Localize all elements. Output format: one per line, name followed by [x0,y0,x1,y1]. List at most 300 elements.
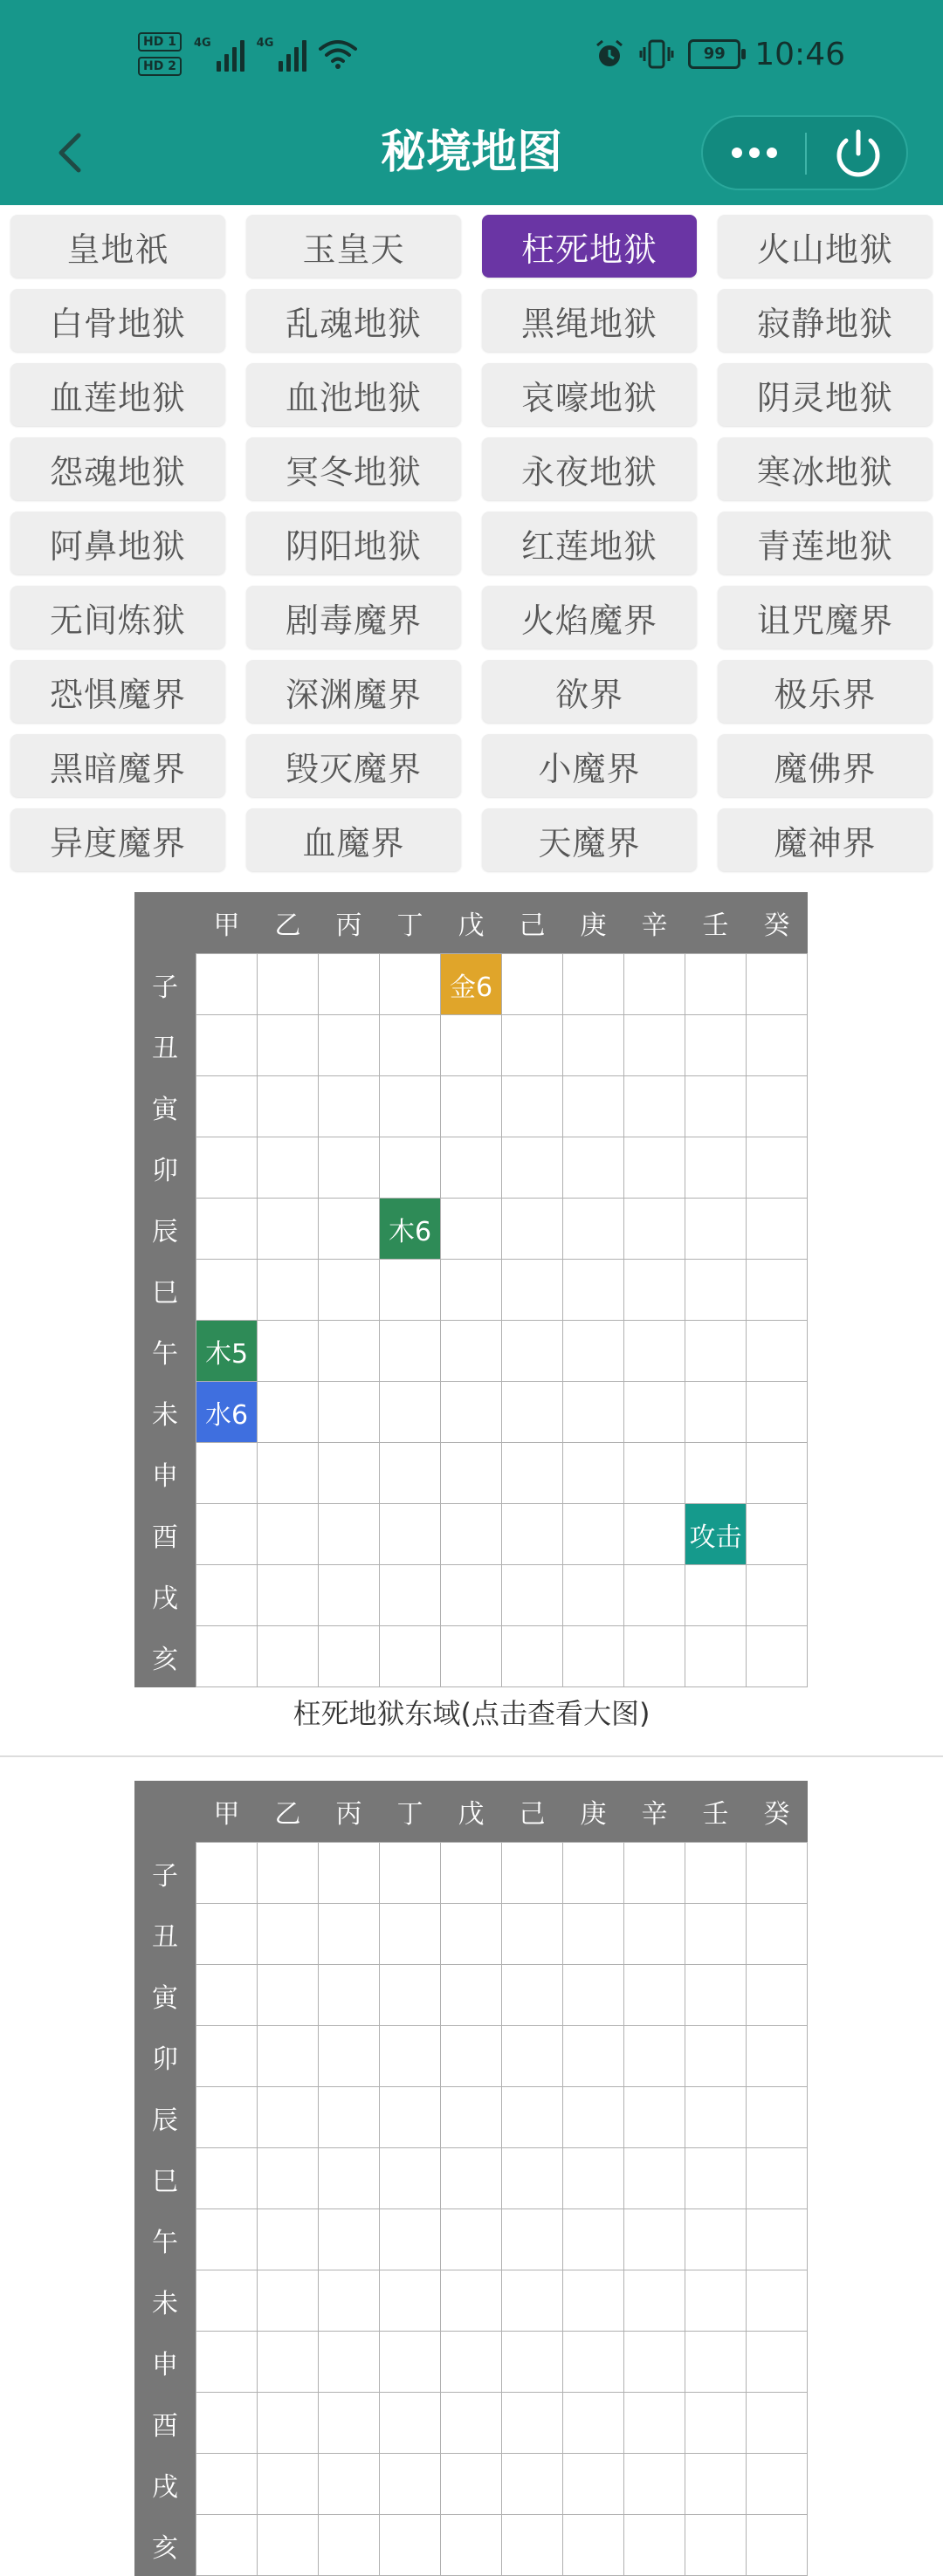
grid-cell[interactable] [196,954,258,1015]
grid-cell[interactable] [196,1904,258,1965]
grid-cell[interactable] [624,1015,685,1076]
grid-cell[interactable] [685,1321,747,1382]
grid-cell[interactable] [685,954,747,1015]
grid-cell[interactable] [196,2209,258,2270]
map-marker[interactable]: 木6 [380,1199,441,1260]
power-icon [807,117,910,189]
grid-cell[interactable] [502,2515,563,2576]
grid-cell[interactable] [624,2454,685,2515]
grid-cell[interactable] [380,1904,441,1965]
grid-cell[interactable] [624,1076,685,1137]
grid-cell[interactable] [502,1321,563,1382]
grid-cell[interactable] [380,2332,441,2393]
grid-cell[interactable] [685,1382,747,1443]
grid-cell[interactable] [685,1199,747,1260]
grid-cell[interactable] [685,1904,747,1965]
grid-cell[interactable] [258,2026,319,2087]
realm-button[interactable]: 皇地祇 [10,215,225,278]
column-header: 己 [502,892,563,954]
grid-cell[interactable] [196,1015,258,1076]
realm-button[interactable]: 无间炼狱 [10,586,225,649]
grid-cell[interactable] [319,1260,380,1321]
grid-cell[interactable] [747,954,808,1015]
grid-cell[interactable] [258,1843,319,1904]
grid-cell[interactable] [258,2393,319,2454]
grid-cell[interactable] [624,1565,685,1626]
grid-cell[interactable] [747,1904,808,1965]
row-header: 酉 [134,1504,196,1565]
column-header: 壬 [685,892,747,954]
grid-cell[interactable] [502,2087,563,2148]
realm-button[interactable]: 剧毒魔界 [246,586,461,649]
grid-cell[interactable] [624,1504,685,1565]
grid-cell[interactable] [258,1443,319,1504]
grid-cell[interactable] [258,2148,319,2209]
grid-cell[interactable] [258,1565,319,1626]
grid-cell[interactable] [319,2270,380,2332]
realm-button[interactable]: 恐惧魔界 [10,660,225,723]
column-header: 癸 [747,892,808,954]
grid-cell[interactable] [441,2393,502,2454]
grid-cell[interactable] [563,1260,624,1321]
realm-button[interactable]: 血莲地狱 [10,363,225,426]
grid-cell[interactable] [502,2026,563,2087]
grid-cell[interactable] [624,1260,685,1321]
grid-cell[interactable] [441,1199,502,1260]
grid-cell[interactable] [258,2209,319,2270]
realm-button[interactable]: 乱魂地狱 [246,289,461,352]
realm-button[interactable]: 深渊魔界 [246,660,461,723]
grid-cell[interactable] [441,2454,502,2515]
realm-map-grid[interactable] [134,892,808,1687]
grid-cell[interactable] [563,1565,624,1626]
grid-cell[interactable] [319,1443,380,1504]
grid-cell[interactable] [685,2332,747,2393]
grid-cell[interactable] [685,1137,747,1199]
realm-button[interactable]: 阴灵地狱 [718,363,933,426]
realm-button[interactable]: 永夜地狱 [482,437,697,500]
grid-cell[interactable] [685,2270,747,2332]
grid-cell[interactable] [258,1321,319,1382]
grid-cell[interactable] [441,2515,502,2576]
grid-cell[interactable] [258,2087,319,2148]
grid-cell[interactable] [563,1843,624,1904]
grid-cell[interactable] [624,1443,685,1504]
grid-cell[interactable] [502,2332,563,2393]
map-marker[interactable]: 金6 [441,954,502,1015]
grid-cell[interactable] [441,2087,502,2148]
grid-cell[interactable] [563,1626,624,1687]
grid-cell[interactable] [563,1443,624,1504]
grid-cell[interactable] [441,1904,502,1965]
realm-button[interactable]: 阿鼻地狱 [10,512,225,574]
grid-cell[interactable] [685,2026,747,2087]
realm-button[interactable]: 黑绳地狱 [482,289,697,352]
realm-button[interactable]: 枉死地狱 [482,215,697,278]
realm-button[interactable]: 火山地狱 [718,215,933,278]
grid-cell[interactable] [624,2148,685,2209]
grid-cell[interactable] [380,2270,441,2332]
grid-cell[interactable] [747,1565,808,1626]
grid-cell[interactable] [747,1076,808,1137]
realm-button[interactable]: 红莲地狱 [482,512,697,574]
grid-cell[interactable] [441,1443,502,1504]
grid-cell[interactable] [319,1965,380,2026]
grid-cell[interactable] [747,1015,808,1076]
map-marker[interactable]: 木5 [196,1321,258,1382]
grid-cell[interactable] [624,2087,685,2148]
grid-cell[interactable] [258,1199,319,1260]
grid-cell[interactable] [196,1137,258,1199]
grid-cell[interactable] [502,1076,563,1137]
grid-cell[interactable] [380,1260,441,1321]
grid-cell[interactable] [563,1965,624,2026]
realm-button[interactable]: 冥冬地狱 [246,437,461,500]
grid-cell[interactable] [258,2270,319,2332]
grid-cell[interactable] [319,2026,380,2087]
page-title: 秘境地图 [380,127,562,179]
sim2-badge: HD 2 [138,57,182,76]
grid-cell[interactable] [563,1076,624,1137]
realm-button[interactable]: 魔神界 [718,808,933,871]
grid-cell[interactable] [747,2209,808,2270]
grid-cell[interactable] [747,2270,808,2332]
grid-cell[interactable] [685,1565,747,1626]
grid-cell[interactable] [258,1260,319,1321]
grid-cell[interactable] [624,2515,685,2576]
grid-cell[interactable] [624,1626,685,1687]
grid-cell[interactable] [380,1076,441,1137]
grid-cell[interactable] [441,1965,502,2026]
grid-cell[interactable] [196,1965,258,2026]
grid-cell[interactable] [441,1260,502,1321]
grid-cell[interactable] [196,2270,258,2332]
close-button[interactable] [807,117,910,189]
grid-cell[interactable] [502,2393,563,2454]
realm-button[interactable]: 小魔界 [482,734,697,797]
grid-cell[interactable] [319,1843,380,1904]
grid-cell[interactable] [624,2270,685,2332]
grid-cell[interactable] [685,2209,747,2270]
grid-cell[interactable] [502,1843,563,1904]
grid-cell[interactable] [380,1321,441,1382]
realm-button[interactable]: 欲界 [482,660,697,723]
column-header: 壬 [685,1781,747,1843]
grid-cell[interactable] [196,1443,258,1504]
grid-cell[interactable] [441,2148,502,2209]
grid-cell[interactable] [502,1015,563,1076]
grid-cell[interactable] [563,1904,624,1965]
grid-cell[interactable] [502,1443,563,1504]
realm-button[interactable]: 极乐界 [718,660,933,723]
grid-cell[interactable] [502,1965,563,2026]
column-header: 己 [502,1781,563,1843]
grid-cell[interactable] [685,2393,747,2454]
realm-button[interactable]: 阴阳地狱 [246,512,461,574]
realm-button[interactable]: 哀嚎地狱 [482,363,697,426]
grid-cell[interactable] [319,2332,380,2393]
realm-button[interactable]: 寒冰地狱 [718,437,933,500]
realm-button[interactable]: 白骨地狱 [10,289,225,352]
map-caption[interactable]: 枉死地狱东域(点击查看大图) [293,1697,650,1730]
grid-cell[interactable] [747,1199,808,1260]
grid-cell[interactable] [380,2515,441,2576]
grid-cell[interactable] [502,1137,563,1199]
realm-button[interactable]: 火焰魔界 [482,586,697,649]
grid-cell[interactable] [441,1626,502,1687]
realm-button[interactable]: 黑暗魔界 [10,734,225,797]
grid-cell[interactable] [196,1199,258,1260]
grid-cell[interactable] [258,1504,319,1565]
grid-cell[interactable] [747,2393,808,2454]
grid-cell[interactable] [502,1199,563,1260]
grid-cell[interactable] [502,2148,563,2209]
grid-cell[interactable] [563,1504,624,1565]
grid-cell[interactable] [380,1137,441,1199]
grid-cell[interactable] [380,2393,441,2454]
grid-cell[interactable] [563,2209,624,2270]
column-header: 乙 [258,892,319,954]
grid-cell[interactable] [685,2087,747,2148]
grid-cell[interactable] [685,2515,747,2576]
grid-cell[interactable] [380,1965,441,2026]
realm-button[interactable]: 天魔界 [482,808,697,871]
grid-cell[interactable] [319,1321,380,1382]
grid-cell[interactable] [747,1504,808,1565]
alarm-icon [594,38,625,70]
grid-cell[interactable] [196,2087,258,2148]
grid-cell[interactable] [563,2270,624,2332]
grid-cell[interactable] [258,2332,319,2393]
grid-cell[interactable] [747,1443,808,1504]
grid-cell[interactable] [747,2454,808,2515]
grid-cell[interactable] [319,1199,380,1260]
grid-cell[interactable] [319,954,380,1015]
grid-cell[interactable] [258,1137,319,1199]
grid-cell[interactable] [563,954,624,1015]
grid-cell[interactable] [441,1843,502,1904]
grid-cell[interactable] [502,1904,563,1965]
grid-cell[interactable] [196,2026,258,2087]
grid-cell[interactable] [258,1076,319,1137]
grid-cell[interactable] [624,2026,685,2087]
grid-cell[interactable] [747,1137,808,1199]
grid-cell[interactable] [685,2454,747,2515]
grid-cell[interactable] [685,1076,747,1137]
more-button[interactable] [703,117,806,189]
grid-cell[interactable] [624,954,685,1015]
grid-cell[interactable] [319,1015,380,1076]
column-header: 甲 [196,892,258,954]
grid-cell[interactable] [258,2515,319,2576]
grid-cell[interactable] [319,1137,380,1199]
grid-cell[interactable] [258,954,319,1015]
grid-cell[interactable] [319,2454,380,2515]
realm-button[interactable]: 毁灭魔界 [246,734,461,797]
grid-cell[interactable] [258,1626,319,1687]
grid-cell[interactable] [380,1382,441,1443]
grid-cell[interactable] [624,1965,685,2026]
grid-cell[interactable] [380,2209,441,2270]
grid-cell[interactable] [319,1626,380,1687]
grid-cell[interactable] [685,1015,747,1076]
grid-cell[interactable] [380,954,441,1015]
grid-cell[interactable] [319,2148,380,2209]
grid-cell[interactable] [747,1626,808,1687]
grid-cell[interactable] [319,2087,380,2148]
app-header [0,0,943,205]
realm-button[interactable]: 血池地狱 [246,363,461,426]
realm-button[interactable]: 寂静地狱 [718,289,933,352]
grid-cell[interactable] [196,2148,258,2209]
grid-cell[interactable] [624,1904,685,1965]
grid-cell[interactable] [380,1504,441,1565]
grid-cell[interactable] [319,2515,380,2576]
row-header: 丑 [134,1904,196,1965]
grid-cell[interactable] [563,1199,624,1260]
grid-cell[interactable] [380,1626,441,1687]
grid-cell[interactable] [747,1260,808,1321]
grid-cell[interactable] [380,2087,441,2148]
realm-button[interactable]: 异度魔界 [10,808,225,871]
grid-cell[interactable] [441,1015,502,1076]
grid-cell[interactable] [502,954,563,1015]
grid-cell[interactable] [502,2454,563,2515]
realm-button[interactable]: 青莲地狱 [718,512,933,574]
grid-cell[interactable] [380,1015,441,1076]
grid-cell[interactable] [258,1965,319,2026]
grid-corner [134,892,196,954]
grid-cell[interactable] [319,2393,380,2454]
grid-cell[interactable] [624,2209,685,2270]
realm-button[interactable]: 诅咒魔界 [718,586,933,649]
grid-cell[interactable] [685,1843,747,1904]
grid-cell[interactable] [319,1076,380,1137]
grid-cell[interactable] [563,2332,624,2393]
grid-cell[interactable] [319,1382,380,1443]
realm-button[interactable]: 玉皇天 [246,215,461,278]
grid-cell[interactable] [747,2515,808,2576]
grid-cell[interactable] [258,1382,319,1443]
grid-cell[interactable] [563,1137,624,1199]
row-header: 申 [134,2332,196,2393]
grid-cell[interactable] [563,1015,624,1076]
grid-cell[interactable] [747,1382,808,1443]
grid-cell[interactable] [196,2393,258,2454]
grid-cell[interactable] [624,1843,685,1904]
grid-cell[interactable] [563,1321,624,1382]
grid-cell[interactable] [747,2087,808,2148]
grid-cell[interactable] [196,1260,258,1321]
grid-cell[interactable] [685,1965,747,2026]
grid-cell[interactable] [685,2148,747,2209]
grid-cell[interactable] [502,1260,563,1321]
grid-cell[interactable] [441,2332,502,2393]
grid-cell[interactable] [502,1626,563,1687]
grid-cell[interactable] [441,1565,502,1626]
grid-cell[interactable] [502,1565,563,1626]
grid-cell[interactable] [441,1076,502,1137]
row-header: 卯 [134,1137,196,1199]
grid-cell[interactable] [196,2515,258,2576]
grid-cell[interactable] [441,1504,502,1565]
realm-map-grid-2[interactable] [134,1781,808,2576]
grid-cell[interactable] [747,1965,808,2026]
grid-cell[interactable] [502,1504,563,1565]
grid-cell[interactable] [624,1382,685,1443]
grid-cell[interactable] [747,2026,808,2087]
grid-cell[interactable] [624,1137,685,1199]
grid-cell[interactable] [319,1504,380,1565]
grid-cell[interactable] [563,2087,624,2148]
grid-cell[interactable] [624,1199,685,1260]
grid-cell[interactable] [380,1443,441,1504]
grid-cell[interactable] [563,2148,624,2209]
grid-cell[interactable] [319,1565,380,1626]
grid-cell[interactable] [441,2209,502,2270]
grid-cell[interactable] [258,2454,319,2515]
grid-cell[interactable] [380,1843,441,1904]
grid-cell[interactable] [196,1626,258,1687]
grid-cell[interactable] [747,1843,808,1904]
grid-cell[interactable] [441,1137,502,1199]
grid-cell[interactable] [319,2209,380,2270]
grid-cell[interactable] [624,1321,685,1382]
grid-cell[interactable] [502,1382,563,1443]
realm-button[interactable]: 魔佛界 [718,734,933,797]
grid-cell[interactable] [685,1626,747,1687]
grid-cell[interactable] [563,2515,624,2576]
grid-cell[interactable] [196,2332,258,2393]
grid-cell[interactable] [441,2270,502,2332]
grid-cell[interactable] [380,2026,441,2087]
grid-cell[interactable] [380,1565,441,1626]
grid-cell[interactable] [685,1260,747,1321]
column-header: 乙 [258,1781,319,1843]
grid-cell[interactable] [624,2332,685,2393]
realm-button[interactable]: 血魔界 [246,808,461,871]
grid-cell[interactable] [563,1382,624,1443]
grid-cell[interactable] [380,2148,441,2209]
grid-cell[interactable] [441,2026,502,2087]
grid-cell[interactable] [258,1904,319,1965]
grid-cell[interactable] [685,1443,747,1504]
grid-cell[interactable] [441,1321,502,1382]
grid-cell[interactable] [319,1904,380,1965]
grid-cell[interactable] [380,2454,441,2515]
vibrate-icon [639,38,674,70]
grid-cell[interactable] [502,2209,563,2270]
grid-cell[interactable] [747,1321,808,1382]
grid-cell[interactable] [747,2332,808,2393]
grid-cell[interactable] [502,2270,563,2332]
map-marker[interactable]: 攻击 [685,1504,747,1565]
grid-cell[interactable] [196,1076,258,1137]
grid-cell[interactable] [563,2454,624,2515]
map-marker[interactable]: 水6 [196,1382,258,1443]
grid-cell[interactable] [563,2393,624,2454]
grid-cell[interactable] [258,1015,319,1076]
grid-cell[interactable] [563,2026,624,2087]
realm-button[interactable]: 怨魂地狱 [10,437,225,500]
grid-cell[interactable] [624,2393,685,2454]
grid-cell[interactable] [196,1504,258,1565]
grid-cell[interactable] [196,1843,258,1904]
grid-cell[interactable] [441,1382,502,1443]
grid-cell[interactable] [747,2148,808,2209]
grid-cell[interactable] [196,1565,258,1626]
grid-cell[interactable] [196,2454,258,2515]
